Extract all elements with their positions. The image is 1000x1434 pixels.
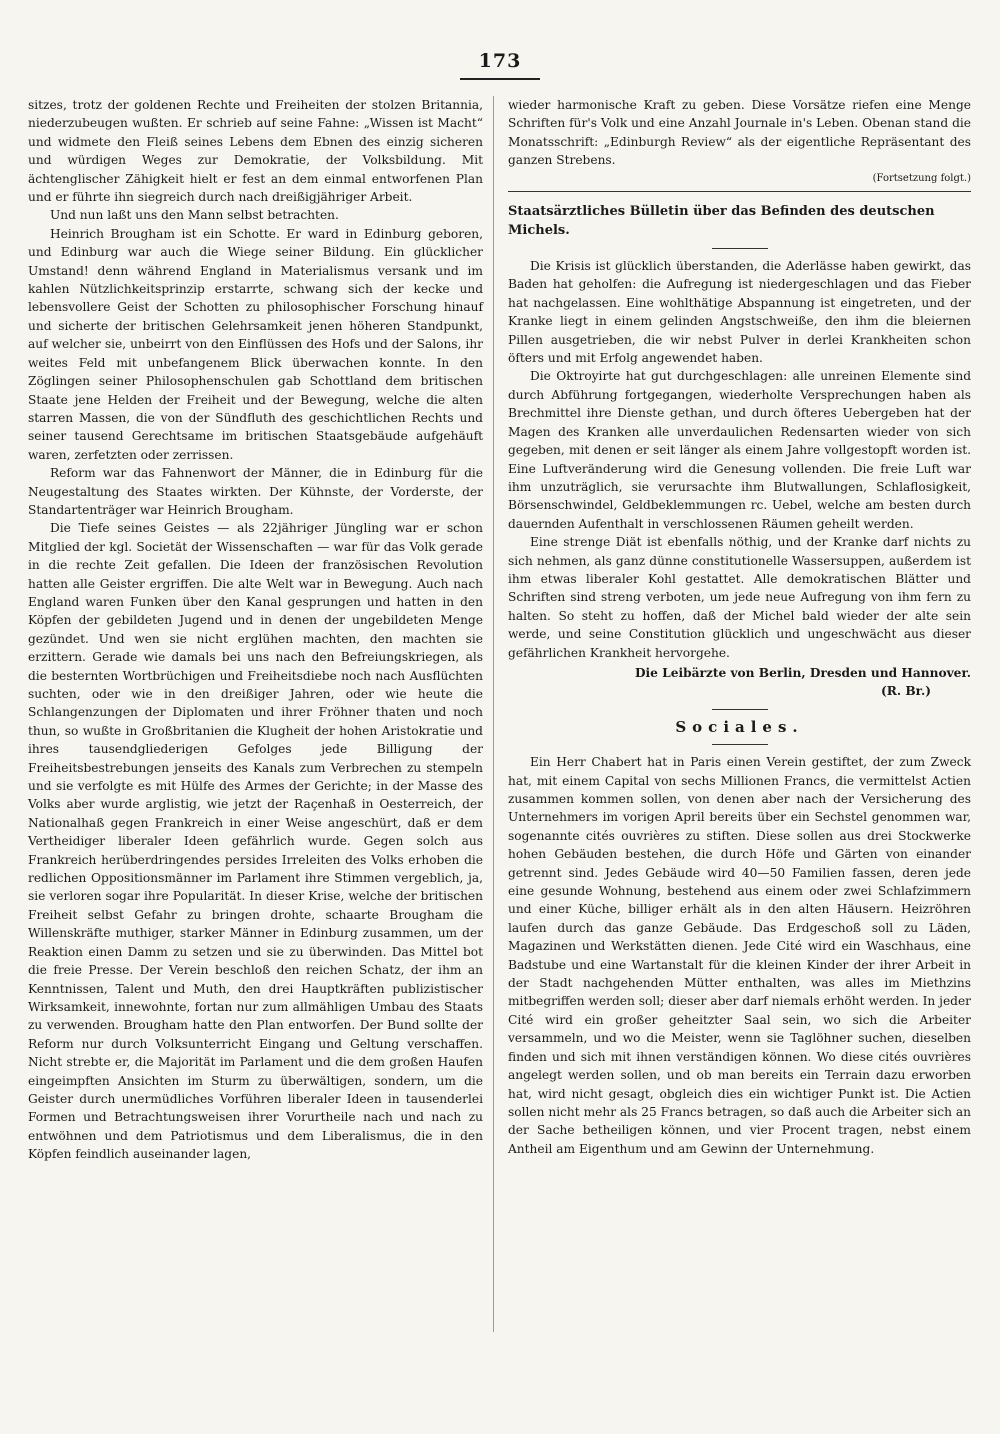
bulletin-initials: (R. Br.) xyxy=(881,684,931,699)
bulletin-signature: Die Leibärzte von Berlin, Dresden und Hannover. xyxy=(634,665,971,680)
left-paragraph-2: Und nun laßt uns den Mann selbst betrachten. xyxy=(50,208,339,223)
sociales-title: Sociales. xyxy=(675,717,804,736)
right-continuation-text: wieder harmonische Kraft zu geben. Diese Vorsätze riefen eine Menge Schriften für's Volk und eine Anzahl Journale in's Leben. Obenan stand die Monatsschrift: „Edinburgh Review“ als der eigentliche Repräsentant des ganzen Strebens. xyxy=(508,98,971,168)
article-separator xyxy=(508,191,971,192)
header-rule xyxy=(460,78,540,80)
left-column xyxy=(28,96,483,1164)
sociales-paragraph-1: Ein Herr Chabert hat in Paris einen Verein gestiftet, der zum Zweck hat, mit einem Capital von sechs Millionen Francs, die vermittelst Actien zusammen kommen sollen, von denen aber nach der Versicherung des Unternehmers im vorigen April bereits über ein Sechstel genommen war, sogenannte cités ouvrières zu stiften. Diese sollen aus drei Stockwerke hohen Gebäuden bestehen, die durch Höfe und Gärten von einander getrennt sind. Jedes Gebäude wird 40—50 Familien fassen, deren jede eine gesunde Wohnung, bestehend aus einem oder zwei Schlafzimmern und einer Küche, billiger erhält als in den alten Häusern. Heizröhren laufen durch das ganze Gebäude. Das Erdgeschoß soll zu Läden, Magazinen und Werkstätten dienen. Jede Cité wird ein Waschhaus, eine Badstube und eine Wartanstalt für die kleinen Kinder der ihrer Arbeit in der Stadt nachgehenden Mütter enthalten, was alles im Miethzins mitbegriffen werden soll; dieser aber darf niemals erhöht werden. In jeder Cité wird ein großer geheitzter Saal sein, wo sich die Arbeiter versammeln, und wo die Meister, wenn sie Taglöhner suchen, dieselben finden und sich mit ihnen verständigen können. Wo diese cités ouvrières angelegt werden sollen, und ob man bereits ein Terrain dazu erworben hat, wird nicht gesagt, obgleich dies ein wichtiger Punkt ist. Die Actien sollen nicht mehr als 25 Francs betragen, so daß auch die Arbeiter sich an der Sache betheiligen können, und vier Procent tragen, nebst einem Antheil am Eigenthum und am Gewinn der Unternehmung. xyxy=(508,755,971,1156)
sociales-title-rule xyxy=(712,744,768,745)
bulletin-paragraph-1: Die Krisis ist glücklich überstanden, die Aderlässe haben gewirkt, das Baden hat geholfen: die Aufregung ist niedergeschlagen und das Fieber hat nachgelassen. Eine wohlthätige Abspannung ist eingetreten, und der Kranke liegt in einem gelinden Angstschweiße, den ihm die bleiernen Pillen ausgetrieben, die wir nebst Pulver in derlei Krankheiten schon öfters und mit Erfolg angewendet haben. xyxy=(508,259,971,366)
left-paragraph-5: Die Tiefe seines Geistes — als 22jähriger Jüngling war er schon Mitglied der kgl. Societät der Wissenschaften — war für das Volk gerade in die rechte Zeit gefallen. Die Ideen der französischen Revolution hatten alle Geister ergriffen. Die alte Welt war in Bewegung. Auch nach England waren Funken über den Kanal gesprungen und hatten in den Köpfen der gebildeten Jugend und in denen der ungebildeten Menge gezündet. Und wen sie nicht erglühen machten, den machten sie erzittern. Gerade wie damals bei uns nach den Befreiungskriegen, als die besternten Wortbrüchigen und Freiheitsdiebe noch nach Ausflüchten suchten, oder wie in den dreißiger Jahren, oder wie heute die Schlangenzungen der Diplomaten und ihrer Fröhner thaten und noch thun, so wußte in Großbritanien die Klugheit der hohen Aristokratie und ihres tausendgliederigen Gefolges jede Billigung der Freiheitsbestrebungen jenseits des Kanals zum Verbrechen zu stempeln und sie verfolgte es mit Hülfe des Armes der Gerichte; in der Masse des Volks aber wurde arglistig, wie jetzt der Raçenhaß in Oesterreich, der Nationalhaß gegen Frankreich in einer Weise angeschürt, daß er dem Vertheidiger liberaler Ideen gefährlich wurde. Gegen solch aus Frankreich herüberdringendes persides Irreleiten des Volks erhoben die redlichen Oppositionsmänner im Parlament ihre Stimmen vergeblich, ja, sie verloren sogar ihre Popularität. In dieser Krise, welche der britischen Freiheit selbst Gefahr zu bringen drohte, schaarte Brougham die Willenskräfte muthiger, starker Männer in Edinburg zusammen, um der Reaktion einen Damm zu setzen und sie zu überwinden. Das Mittel bot die freie Presse. Der Verein beschloß den reichen Schatz, der ihm an Kenntnissen, Talent und Muth, den drei Hauptkräften publizistischer Wirksamkeit, innewohnte, fortan nur zum allmähligen Umbau des Staats zu verwenden. Brougham hatte den Plan entworfen. Der Bund sollte der Reform nur durch Volksunterricht Eingang und Geltung verschaffen. Nicht strebte er, die Majorität im Parlament und die dem großen Haufen eingeimpften Ansichten im Sturm zu überwältigen, sondern, um die Geister durch unermüdliches Vorführen liberaler Ideen in tausenderlei Formen und Betrachtungsweisen ihrer Vorurtheile nach und nach zu entwöhnen und dem Patriotismus und dem Liberalismus, die in den Köpfen feindlich auseinander lagen, xyxy=(28,521,483,1162)
bulletin-paragraph-2: Die Oktroyirte hat gut durchgeschlagen: alle unreinen Elemente sind durch Abführung fortgegangen, wiederholte Versprechungen haben als Brechmittel ihre Dienste gethan, und durch öfteres Uebergeben hat der Magen des Kranken alle unverdaulichen Redensarten wieder von sich gegeben, mit denen er seit länger als einem Jahre vollgestopft worden ist. Eine Luftveränderung wird die Genesung vollenden. Die freie Luft war ihm unzuträglich, sie verursachte ihm Blutwallungen, Schlaflosigkeit, Börsenschwindel, Geldbeklemmungen rc. Uebel, welche am besten durch dauernden Aufenthalt in verschlossenen Räumen geheilt werden. xyxy=(508,369,971,531)
bulletin-title: Staatsärztliches Bülletin über das Befinden des deutschen Michels. xyxy=(508,204,935,239)
bulletin-title-rule xyxy=(712,248,768,249)
bulletin-paragraph-3: Eine strenge Diät ist ebenfalls nöthig, und der Kranke darf nichts zu sich nehmen, als ganz dünne constitutionelle Wassersuppen, außerdem ist ihm etwas liberaler Kohl gestattet. Alle demokratischen Blätter und Schriften sind streng verboten, um jede neue Aufregung von ihm fern zu halten. So steht zu hoffen, daß der Michel bald wieder der alte sein werde, und seine Constitution glücklich und ungeschwächt aus dieser gefährlichen Krankheit hervorgehe. xyxy=(508,535,971,660)
left-paragraph-3: Heinrich Brougham ist ein Schotte. Er ward in Edinburg geboren, und Edinburg war auch die Wiege seiner Bildung. Ein glücklicher Umstand! denn während England in Materialismus versank und im kahlen Nützlichkeitsprinzip erstarrte, schwang sich der kecke und lebensvollere Geist der Schotten zu philosophischer Forschung hinauf und sicherte der britischen Gelehrsamkeit jenen höheren Standpunkt, auf welcher sie, unbeirrt von den Einflüssen des Hofs und der Salons, ihr weites Feld mit unbefangenem Blick überwachen konnte. In den Zöglingen seiner Philosophenschulen gab Schottland dem britischen Staate jene Helden der Freiheit und der Bewegung, welche die alten starren Massen, die von der Sündfluth des geschichtlichen Rechts und seiner tausend Gerechtsame im britischen Staatsgebäude aufgehäuft waren, zerfetzten oder zerrissen. xyxy=(28,226,483,462)
page-number: 173 xyxy=(478,50,522,72)
column-divider xyxy=(493,96,494,1332)
section-separator xyxy=(712,709,768,710)
left-paragraph-1: sitzes, trotz der goldenen Rechte und Freiheiten der stolzen Britannia, niederzubeugen wußten. Er schrieb auf seine Fahne: „Wissen ist Macht“ und widmete den Fleiß seines Lebens dem Ebnen des einzig sicheren und würdigen Weges zur Demokratie, der Volksbildung. Mit ächtenglischer Zähigkeit hielt er fest an dem einmal entworfenen Plan und er führte ihn siegreich durch nach dreißigjähriger Arbeit. xyxy=(28,98,483,205)
continued-note: (Fortsetzung folgt.) xyxy=(872,172,971,184)
left-paragraph-4: Reform war das Fahnenwort der Männer, die in Edinburg für die Neugestaltung des Staates wirkten. Der Kühnste, der Vorderste, der Standartenträger war Heinrich Brougham. xyxy=(28,466,483,517)
right-column xyxy=(508,96,971,1158)
